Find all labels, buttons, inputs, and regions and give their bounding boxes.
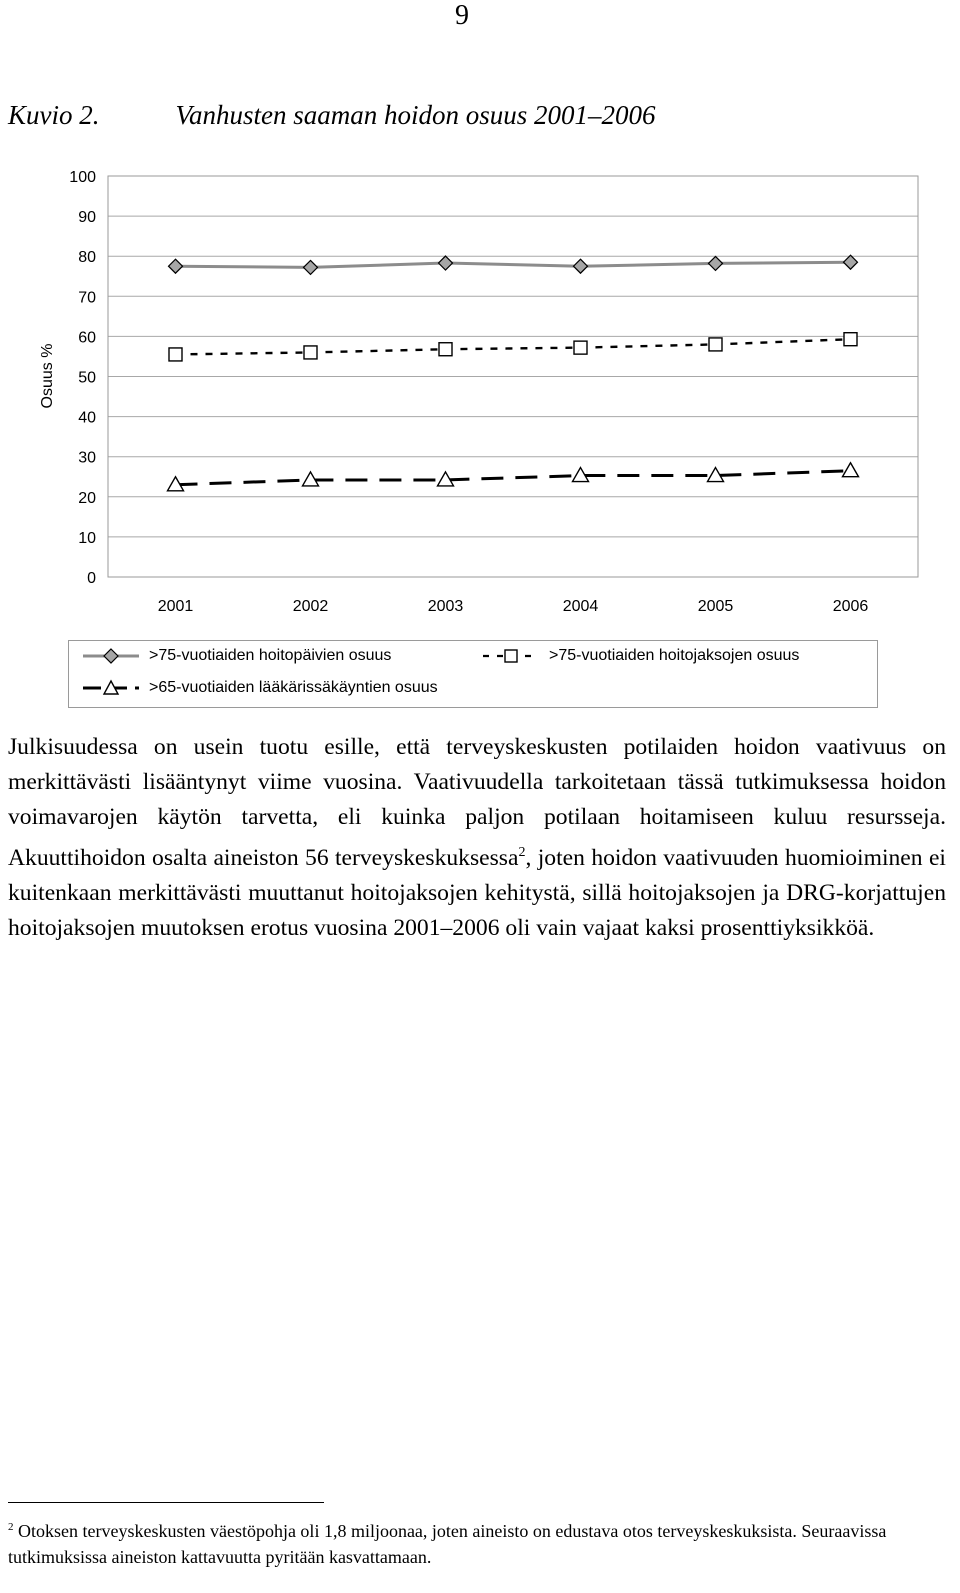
y-tick-label: 20 bbox=[78, 489, 96, 507]
paragraph-text-1: Julkisuudessa on usein tuotu esille, että terveyskeskusten potilaiden hoidon vaativuus on merkittävästi lisääntynyt viime vuosina. Vaativuudella tarkoitetaan tässä tutkimuksessa hoidon voimavarojen käytön tarvetta, eli kuinka paljon potilaan hoitamiseen kuluu resursseja. Akuuttihoidon osalta aineiston 56 terveyskeskuksessa bbox=[8, 734, 946, 871]
data-point-triangle bbox=[843, 463, 859, 477]
y-tick-label: 80 bbox=[78, 249, 96, 267]
x-tick-label: 2003 bbox=[427, 598, 464, 615]
footnote-divider bbox=[8, 1502, 324, 1503]
series-line-2 bbox=[176, 339, 851, 354]
data-point-diamond bbox=[574, 259, 588, 273]
data-point-square bbox=[574, 341, 587, 354]
chart-legend bbox=[68, 640, 878, 708]
legend-label-series-2: >75-vuotiaiden hoitojaksojen osuus bbox=[549, 647, 800, 664]
figure-caption bbox=[8, 100, 656, 131]
y-tick-label: 60 bbox=[78, 329, 96, 347]
x-tick-label: 2004 bbox=[562, 598, 599, 615]
y-tick-label: 100 bbox=[69, 169, 96, 186]
x-tick-label: 2002 bbox=[292, 598, 329, 615]
series-markers bbox=[168, 255, 859, 491]
y-tick-label: 30 bbox=[78, 449, 96, 467]
figure-label: Kuvio 2. bbox=[8, 100, 100, 130]
footnote bbox=[8, 1514, 946, 1570]
legend-item-series-3 bbox=[79, 679, 438, 697]
series-lines bbox=[176, 262, 851, 485]
legend-triangle-dash-icon bbox=[79, 679, 143, 697]
y-tick-label: 90 bbox=[78, 209, 96, 227]
page-number: 9 bbox=[455, 0, 469, 31]
data-point-diamond bbox=[169, 259, 183, 273]
data-point-diamond bbox=[439, 256, 453, 270]
series-line-3 bbox=[176, 471, 851, 485]
y-tick-label: 40 bbox=[78, 409, 96, 427]
legend-label-series-1: >75-vuotiaiden hoitopäivien osuus bbox=[149, 647, 392, 664]
line-chart bbox=[0, 150, 960, 630]
legend-item-series-2 bbox=[479, 647, 799, 665]
y-tick-label: 10 bbox=[78, 529, 96, 547]
legend-item-series-1 bbox=[79, 647, 391, 665]
x-tick-label: 2005 bbox=[697, 598, 734, 615]
series-line-1 bbox=[176, 262, 851, 267]
x-tick-label: 2006 bbox=[832, 598, 869, 615]
figure-title: Vanhusten saaman hoidon osuus 2001–2006 bbox=[175, 100, 656, 130]
footnote-text: Otoksen terveyskeskusten väestöpohja oli 1,8 miljoonaa, joten aineisto on edustava otos terveyskeskuksista. Seuraavissa tutkimuksissa aineiston kattavuutta pyritään kasvattamaan. bbox=[8, 1521, 887, 1567]
x-tick-labels bbox=[158, 598, 869, 615]
footnote-marker: 2 bbox=[8, 1521, 14, 1533]
data-point-square bbox=[439, 343, 452, 356]
data-point-square bbox=[709, 338, 722, 351]
paragraph-text-2: , joten hoidon vaativuuden huomioiminen ei kuitenkaan merkittävästi muuttanut hoitojaksojen kehitystä, sillä hoitojaksojen ja DRG-korjattujen hoitojaksojen muutoksen erotus vuosina 2001–2006 oli vain vajaat kaksi prosenttiyksikköä. bbox=[8, 844, 946, 941]
y-tick-label: 0 bbox=[87, 570, 96, 587]
footnote-reference[interactable]: 2 bbox=[518, 845, 526, 860]
data-point-square bbox=[304, 346, 317, 359]
y-axis-label: Osuus % bbox=[39, 343, 56, 409]
data-point-diamond bbox=[304, 260, 318, 274]
data-point-diamond bbox=[709, 256, 723, 270]
body-paragraph bbox=[8, 730, 946, 946]
y-tick-label: 70 bbox=[78, 289, 96, 307]
data-point-square bbox=[169, 348, 182, 361]
legend-diamond-line-icon bbox=[79, 647, 143, 665]
y-tick-label: 50 bbox=[78, 369, 96, 387]
x-tick-label: 2001 bbox=[157, 598, 194, 615]
data-point-square bbox=[844, 333, 857, 346]
legend-label-series-3: >65-vuotiaiden lääkärissäkäyntien osuus bbox=[149, 679, 438, 696]
legend-square-dash-icon bbox=[479, 647, 543, 665]
y-tick-labels bbox=[69, 169, 96, 587]
data-point-diamond bbox=[844, 255, 858, 269]
